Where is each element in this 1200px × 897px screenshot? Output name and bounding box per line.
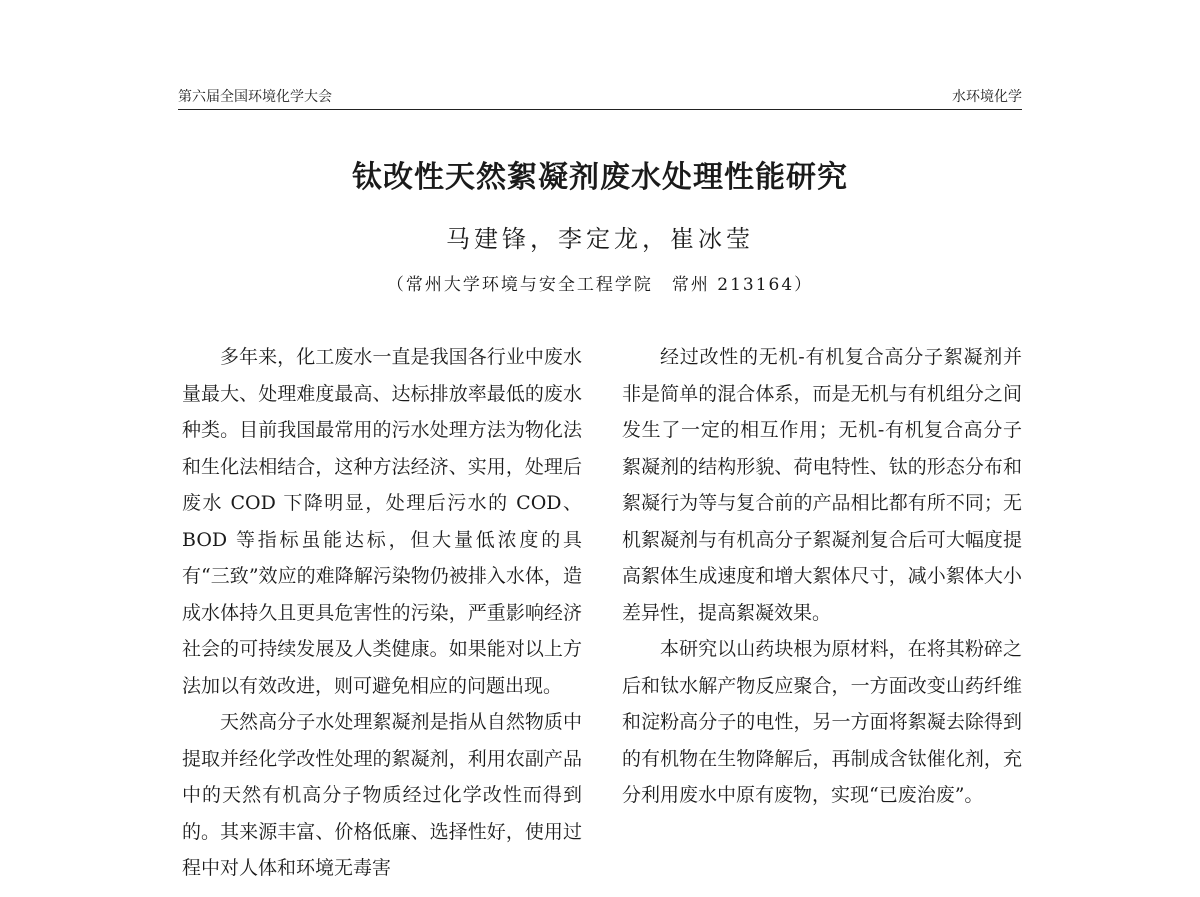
body-column-right xyxy=(622,339,1022,814)
paragraph: 本研究以山药块根为原材料，在将其粉碎之后和钛水解产物反应聚合，一方面改变山药纤维和淀粉高分子的电性，另一方面将絮凝去除得到的有机物在生物降解后，再制成含钛催化剂，充分利用废水中原有废物，实现“已废治废”。 xyxy=(622,638,1022,806)
paragraph: 天然高分子水处理絮凝剂是指从自然物质中提取并经化学改性处理的絮凝剂，利用农副产品中的天然有机高分子物质经过化学改性而得到的。其来源丰富、价格低廉、选择性好，使用过程中对人体和环境无毒害 xyxy=(182,711,582,879)
paper-title: 钛改性天然絮凝剂废水处理性能研究 xyxy=(352,160,848,195)
body-column-left xyxy=(182,339,582,887)
author-affiliation: （常州大学环境与安全工程学院 常州 213164） xyxy=(386,275,814,295)
running-header xyxy=(178,87,1022,110)
section-name: 水环境化学 xyxy=(952,89,1022,105)
conference-name: 第六届全国环境化学大会 xyxy=(178,89,332,105)
author-list: 马建锋，李定龙，崔冰莹 xyxy=(446,225,754,253)
paragraph: 多年来，化工废水一直是我国各行业中废水量最大、处理难度最高、达标排放率最低的废水种类。目前我国最常用的污水处理方法为物化法和生化法相结合，这种方法经济、实用，处理后废水 COD 下降明显，处理后污水的 COD、BOD 等指标虽能达标，但大量低浓度的具有“三致”效应的难降解污染物仍被排入水体，造成水体持久且更具危害性的污染，严重影响经济社会的可持续发展及人类健康。如果能对以上方法加以有效改进，则可避免相应的问题出现。 xyxy=(182,346,582,697)
paragraph: 经过改性的无机-有机复合高分子絮凝剂并非是简单的混合体系，而是无机与有机组分之间发生了一定的相互作用；无机-有机复合高分子絮凝剂的结构形貌、荷电特性、钛的形态分布和絮凝行为等与复合前的产品相比都有所不同；无机絮凝剂与有机高分子絮凝剂复合后可大幅度提高絮体生成速度和增大絮体尺寸，减小絮体大小差异性，提高絮凝效果。 xyxy=(622,346,1022,624)
